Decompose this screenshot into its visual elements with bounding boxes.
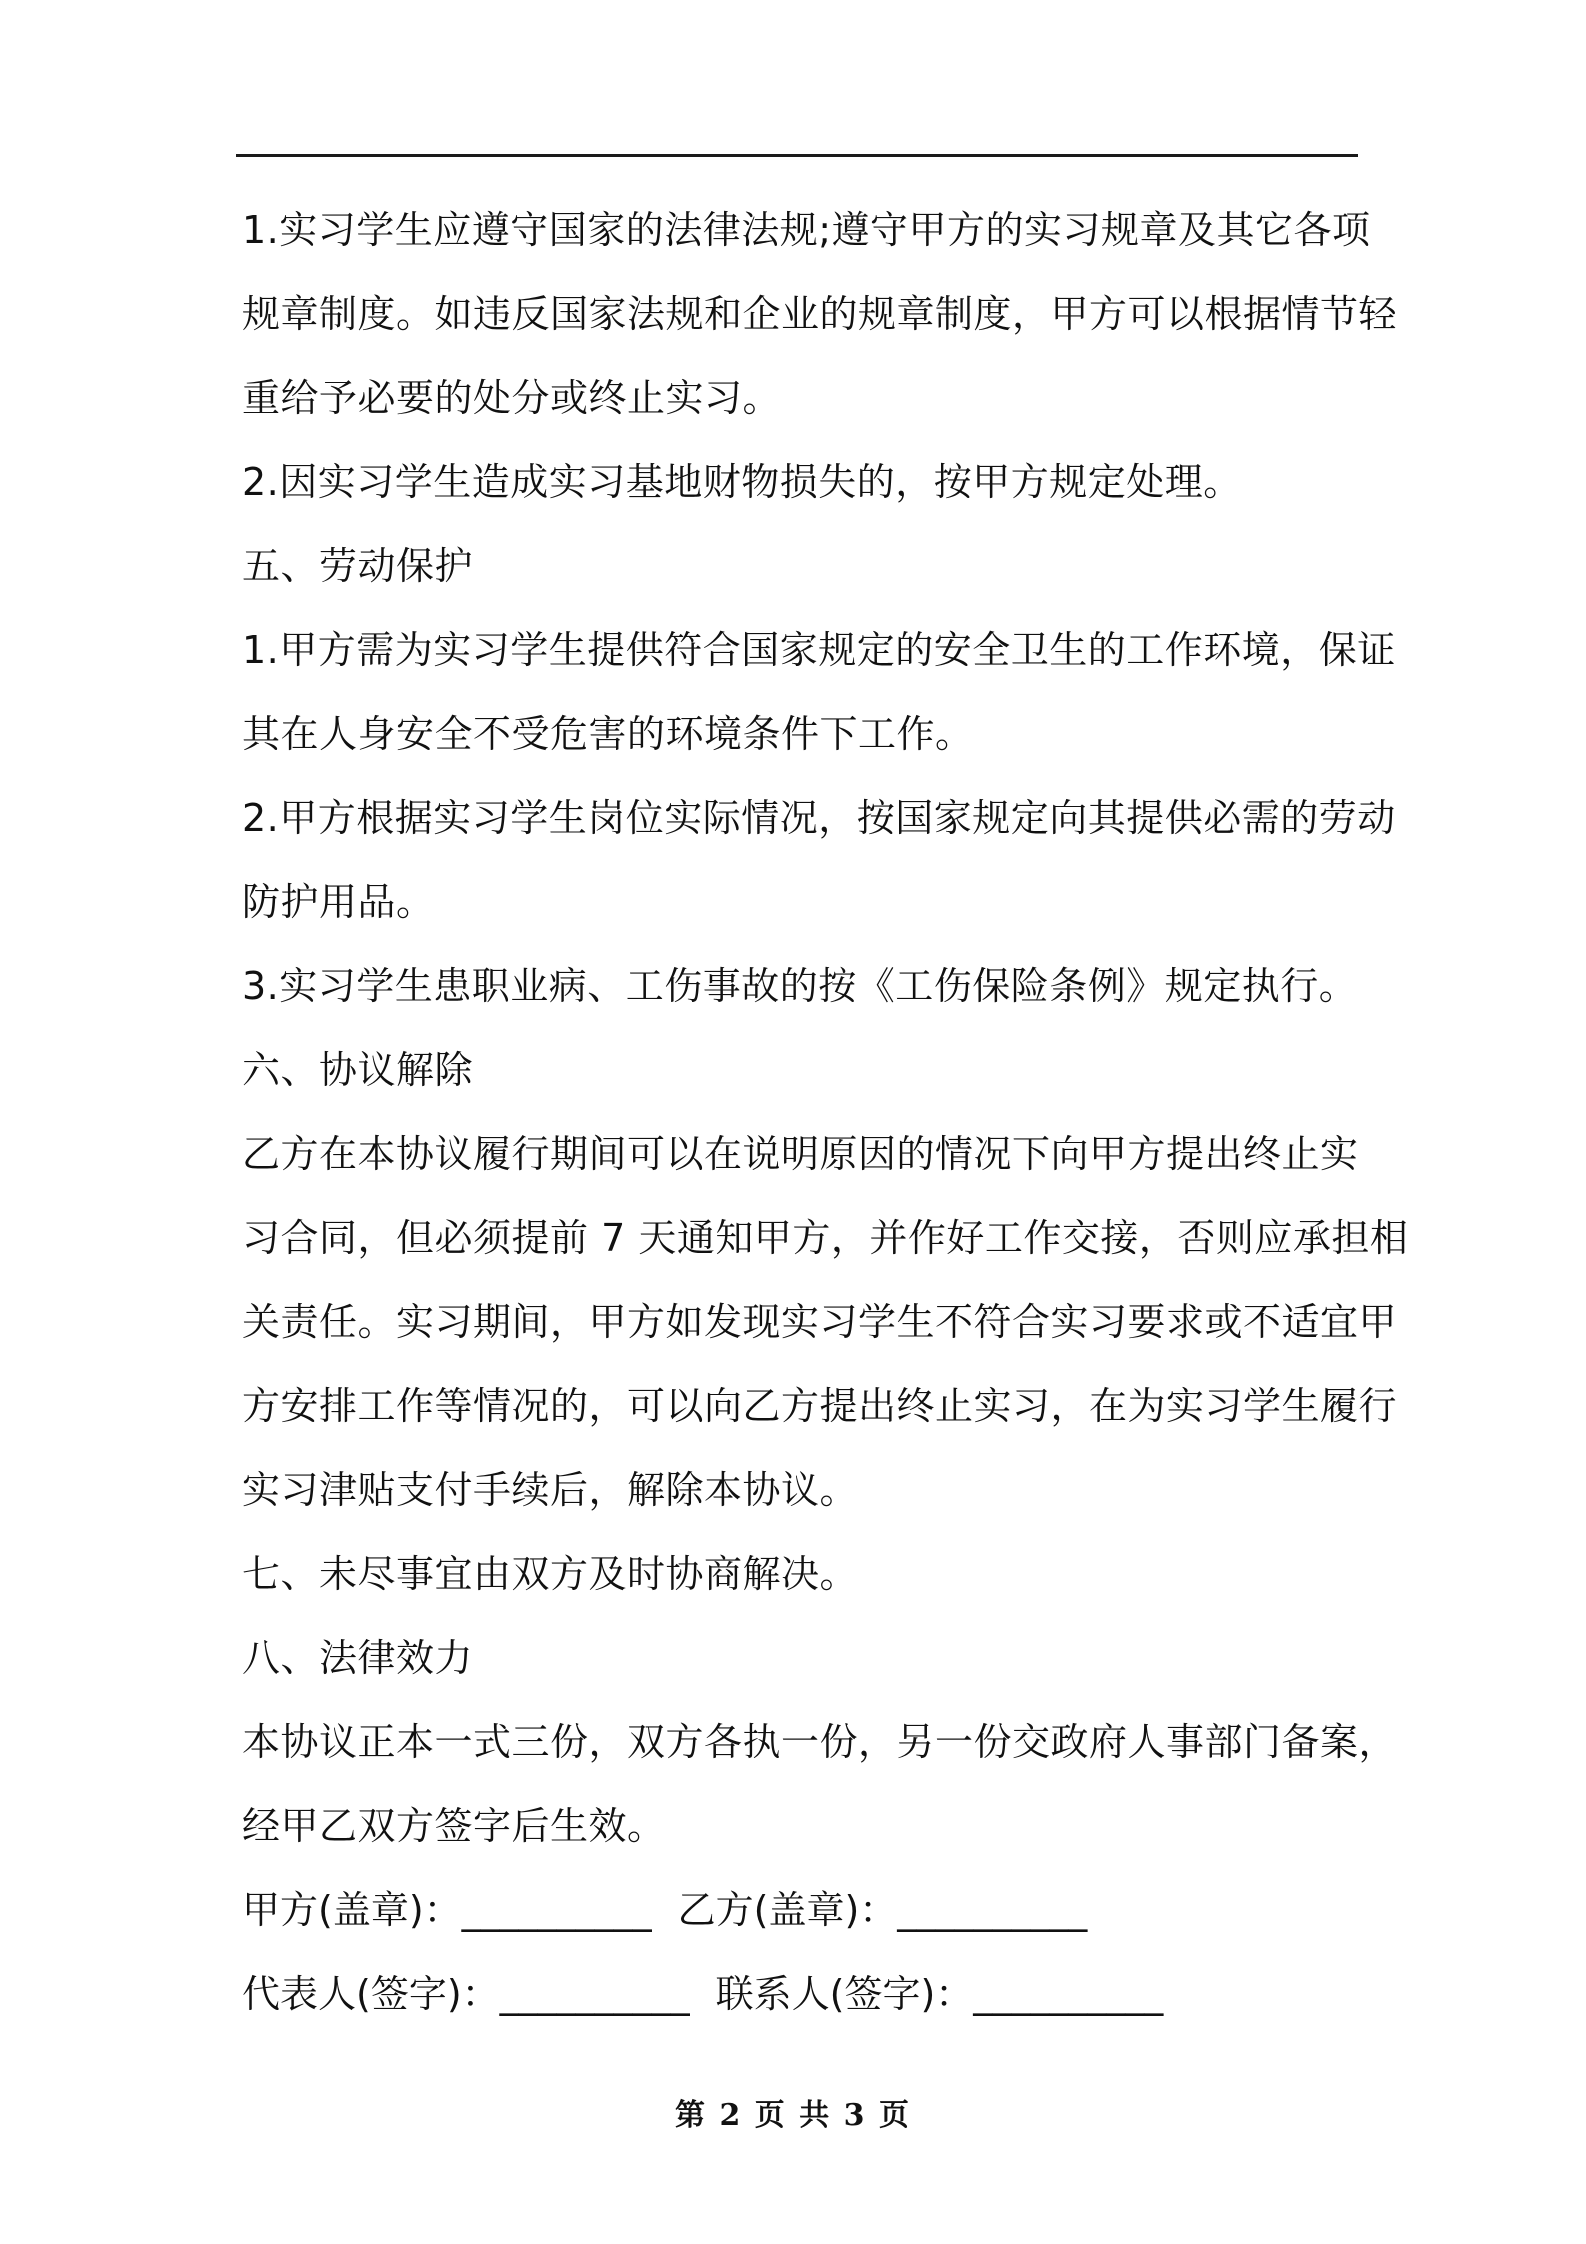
text-line: 1.甲方需为实习学生提供符合国家规定的安全卫生的工作环境，保证 bbox=[242, 628, 1396, 672]
signature-row bbox=[242, 1868, 1362, 1952]
document-body bbox=[242, 188, 1409, 2036]
text-line: 2.甲方根据实习学生岗位实际情况，按国家规定向其提供必需的劳动 bbox=[242, 796, 1396, 840]
section-heading: 七、未尽事宜由双方及时协商解决。 bbox=[242, 1552, 859, 1596]
text-line: 习合同，但必须提前 7 天通知甲方，并作好工作交接，否则应承担相 bbox=[242, 1216, 1409, 1260]
text-line: 2.因实习学生造成实习基地财物损失的，按甲方规定处理。 bbox=[242, 460, 1242, 504]
section-heading: 五、劳动保护 bbox=[242, 544, 474, 588]
text-line: 重给予必要的处分或终止实习。 bbox=[242, 376, 782, 420]
text-line: 经甲乙双方签字后生效。 bbox=[242, 1804, 666, 1848]
section-heading: 六、协议解除 bbox=[242, 1048, 474, 1092]
signature-row bbox=[242, 1952, 1362, 2036]
text-line: 方安排工作等情况的，可以向乙方提出终止实习，在为实习学生履行 bbox=[242, 1384, 1398, 1428]
contact-signature-field: 联系人(签字)：__________ bbox=[715, 1972, 1164, 2016]
text-line: 防护用品。 bbox=[242, 880, 435, 924]
text-line: 1.实习学生应遵守国家的法律法规;遵守甲方的实习规章及其它各项 bbox=[242, 208, 1371, 252]
text-line: 乙方在本协议履行期间可以在说明原因的情况下向甲方提出终止实 bbox=[242, 1132, 1359, 1176]
text-line: 3.实习学生患职业病、工伤事故的按《工伤保险条例》规定执行。 bbox=[242, 964, 1358, 1008]
page-number: 第 2 页 共 3 页 bbox=[675, 2098, 911, 2133]
party-a-seal-field: 甲方(盖章)：__________ bbox=[242, 1888, 652, 1932]
text-line: 规章制度。如违反国家法规和企业的规章制度，甲方可以根据情节轻 bbox=[242, 292, 1398, 336]
text-line: 关责任。实习期间，甲方如发现实习学生不符合实习要求或不适宜甲 bbox=[242, 1300, 1398, 1344]
party-b-seal-field: 乙方(盖章)：__________ bbox=[677, 1888, 1088, 1932]
text-line: 其在人身安全不受危害的环境条件下工作。 bbox=[242, 712, 974, 756]
text-line: 实习津贴支付手续后，解除本协议。 bbox=[242, 1468, 859, 1512]
section-heading: 八、法律效力 bbox=[242, 1636, 474, 1680]
representative-signature-field: 代表人(签字)：__________ bbox=[242, 1972, 690, 2016]
text-line: 本协议正本一式三份，双方各执一份，另一份交政府人事部门备案， bbox=[242, 1720, 1398, 1764]
header-rule bbox=[236, 154, 1358, 157]
